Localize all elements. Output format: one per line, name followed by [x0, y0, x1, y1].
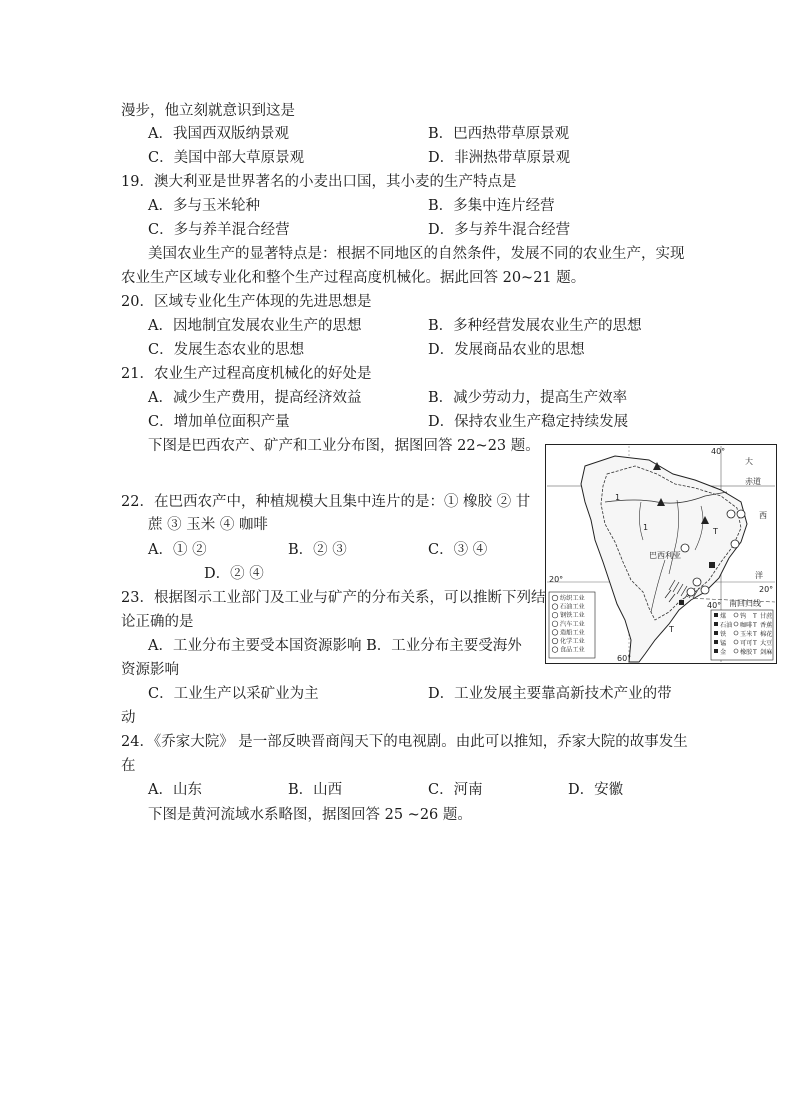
legend-symbol-icon: T: [753, 631, 757, 638]
crop-symbol: T: [713, 527, 718, 536]
q19-option-c[interactable]: C．多与养羊混合经营: [148, 222, 290, 238]
q21-stem: 21．农业生产过程高度机械化的好处是: [121, 366, 372, 382]
legend-symbol-icon: [734, 640, 738, 644]
lat-20-left-label: 20°: [549, 575, 564, 584]
legend-symbol-icon: T: [753, 649, 757, 656]
q23-option-d[interactable]: D．工业发展主要靠高新技术产业的带: [428, 686, 672, 702]
q20-option-c[interactable]: C．发展生态农业的思想: [148, 342, 305, 358]
legend-symbol-icon: [734, 631, 738, 635]
ocean-label-da: 大: [745, 457, 753, 466]
legend-symbol-icon: [714, 622, 718, 626]
q24-option-d[interactable]: D．安徽: [568, 782, 624, 798]
q20-option-a[interactable]: A．因地制宜发展农业生产的思想: [148, 318, 362, 334]
q24-stem-line2: 在: [121, 758, 136, 774]
legend-label: 钨: [740, 613, 747, 620]
q18-stem-continuation: 漫步，他立刻就意识到这是: [121, 103, 295, 119]
legend-label: 剑麻: [760, 649, 773, 656]
q19-option-b[interactable]: B．多集中连片经营: [428, 198, 555, 214]
capital-circle-icon: [681, 544, 689, 552]
industry-legend-icon: [552, 612, 558, 618]
legend-label: 煤: [720, 613, 727, 620]
q20-option-b[interactable]: B．多种经营发展农业生产的思想: [428, 318, 642, 334]
legend-label: 金: [720, 649, 727, 656]
rubber-symbol: 1: [643, 523, 649, 532]
industry-legend-label: 造船工业: [560, 629, 585, 637]
industry-legend-label: 石油工业: [560, 603, 585, 611]
industry-legend-label: 食品工业: [560, 646, 585, 654]
industry-circle-icon: [737, 510, 745, 518]
q24-option-c[interactable]: C．河南: [428, 782, 483, 798]
industry-circle-icon: [701, 586, 709, 594]
legend-label: 咖啡: [740, 622, 753, 629]
legend-symbol-icon: [734, 649, 738, 653]
q18-option-c[interactable]: C．美国中部大草原景观: [148, 150, 305, 166]
legend-symbol-icon: [714, 613, 718, 617]
q22-option-a[interactable]: A．① ②: [148, 542, 207, 558]
q20-stem: 20．区域专业化生产体现的先进思想是: [121, 294, 372, 310]
industry-circle-icon: [687, 588, 695, 596]
q21-option-c[interactable]: C．增加单位面积产量: [148, 414, 290, 430]
legend-symbol-icon: T: [753, 640, 757, 647]
industry-circle-icon: [731, 540, 739, 548]
rubber-symbol: 1: [615, 493, 621, 502]
q22-option-d[interactable]: D．② ④: [204, 566, 264, 582]
q18-option-d[interactable]: D．非洲热带草原景观: [428, 150, 571, 166]
lon-40-top-label: 40°: [711, 447, 726, 456]
q24-option-a[interactable]: A．山东: [148, 782, 202, 798]
q19-option-a[interactable]: A．多与玉米轮种: [148, 198, 260, 214]
ocean-label-yang: 洋: [755, 571, 763, 580]
q23-option-b-continuation: 资源影响: [121, 662, 179, 678]
lon-40-bottom-label: 40°: [707, 601, 722, 610]
q24-option-b[interactable]: B．山西: [288, 782, 343, 798]
legend-symbol-icon: T: [753, 613, 757, 620]
mineral-square-icon: [709, 562, 715, 568]
q18-option-b[interactable]: B．巴西热带草原景观: [428, 126, 570, 142]
industry-legend-label: 纺织工业: [560, 595, 585, 602]
industry-legend-icon: [552, 604, 558, 610]
industry-legend-label: 化学工业: [560, 638, 585, 645]
ocean-label-xi: 西: [759, 511, 767, 520]
q22-option-b[interactable]: B．② ③: [288, 542, 347, 558]
capital-label: 巴西利亚: [649, 551, 681, 560]
legend-label: 棉花: [760, 631, 773, 638]
legend-symbol-icon: T: [753, 622, 757, 629]
industry-legend-label: 钢铁工业: [560, 612, 585, 620]
industry-legend-icon: [552, 621, 558, 627]
industry-legend-icon: [552, 638, 558, 644]
industry-legend-label: 汽车工业: [560, 620, 585, 628]
intro-20-21-line2: 农业生产区域专业化和整个生产过程高度机械化。据此回答 20~21 题。: [121, 270, 586, 286]
q23-stem-line2: 论正确的是: [121, 614, 194, 630]
industry-legend-icon: [552, 630, 558, 636]
mineral-crop-legend: [711, 610, 773, 660]
q22-stem-line1: 22．在巴西农产中，种植规模大且集中连片的是：① 橡胶 ② 甘: [121, 494, 531, 510]
intro-22-23: 下图是巴西农产、矿产和工业分布图，据图回答 22~23 题。: [148, 438, 540, 454]
legend-label: 锰: [720, 640, 727, 647]
q21-option-d[interactable]: D．保持农业生产稳定持续发展: [428, 414, 629, 430]
q21-option-a[interactable]: A．减少生产费用，提高经济效益: [148, 390, 362, 406]
industry-legend-icon: [552, 647, 558, 653]
crop-symbol: T: [669, 625, 674, 634]
q23-option-a-b[interactable]: A．工业分布主要受本国资源影响 B．工业分布主要受海外: [148, 638, 522, 654]
q20-option-d[interactable]: D．发展商品农业的思想: [428, 342, 585, 358]
legend-label: 可可: [740, 640, 753, 647]
equator-label: 赤道: [745, 477, 761, 486]
legend-symbol-icon: [714, 649, 718, 653]
tropic-label: 南回归线: [729, 599, 761, 608]
legend-label: 铁: [720, 631, 727, 638]
q23-option-d-continuation: 动: [121, 710, 136, 726]
q21-option-b[interactable]: B．减少劳动力，提高生产效率: [428, 390, 628, 406]
brazil-distribution-map: [545, 444, 777, 664]
q19-stem: 19．澳大利亚是世界著名的小麦出口国，其小麦的生产特点是: [121, 174, 517, 190]
intro-20-21-line1: 美国农业生产的显著特点是：根据不同地区的自然条件，发展不同的农业生产，实现: [148, 246, 685, 262]
q19-option-d[interactable]: D．多与养牛混合经营: [428, 222, 571, 238]
legend-label: 橡胶: [740, 649, 753, 656]
q22-stem-line2: 蔗 ③ 玉米 ④ 咖啡: [148, 517, 268, 533]
legend-label: 玉米: [740, 631, 753, 638]
legend-symbol-icon: [714, 640, 718, 644]
q23-stem-line1: 23．根据图示工业部门及工业与矿产的分布关系，可以推断下列结: [121, 590, 546, 606]
industry-legend: [549, 592, 595, 658]
q22-option-c[interactable]: C．③ ④: [428, 542, 488, 558]
intro-25-26: 下图是黄河流域水系略图，据图回答 25 ~26 题。: [148, 807, 472, 823]
q23-option-c[interactable]: C．工业生产以采矿业为主: [148, 686, 319, 702]
legend-symbol-icon: [734, 613, 738, 617]
industry-circle-icon: [693, 578, 701, 586]
legend-label: 甘蔗: [760, 613, 773, 620]
lat-20-right-label: 20°: [759, 585, 774, 594]
legend-label: 香蕉: [760, 622, 773, 629]
q18-option-a[interactable]: A．我国西双版纳景观: [148, 126, 289, 142]
industry-legend-icon: [552, 595, 558, 601]
industry-circle-icon: [727, 510, 735, 518]
q24-stem-line1: 24．《乔家大院》 是一部反映晋商闯天下的电视剧。由此可以推知，乔家大院的故事发生: [121, 734, 688, 750]
legend-label: 大豆: [760, 640, 773, 647]
lon-60-label: 60°: [617, 654, 632, 663]
legend-symbol-icon: [734, 622, 738, 626]
mineral-square-icon: [679, 600, 684, 605]
legend-symbol-icon: [714, 631, 718, 635]
legend-label: 石油: [720, 622, 733, 629]
